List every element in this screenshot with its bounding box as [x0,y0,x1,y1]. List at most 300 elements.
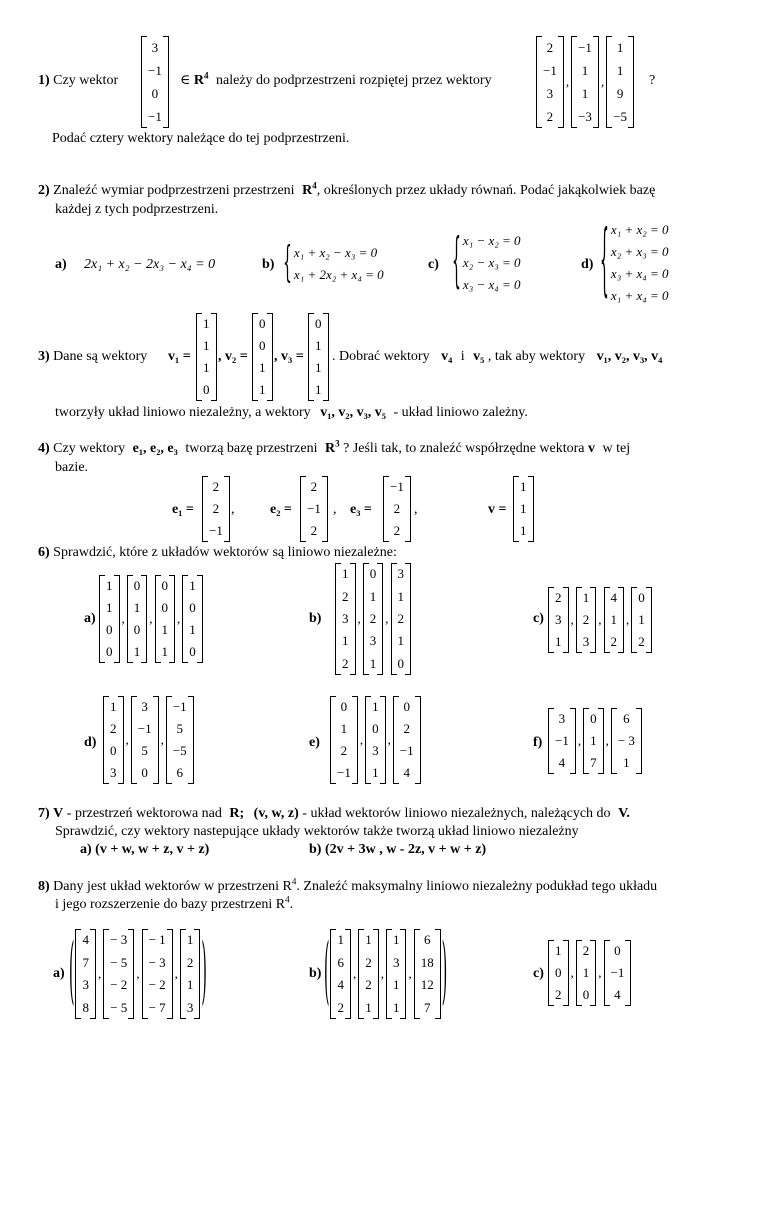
p4-line1 [38,438,631,457]
matrix-entry: 0 [259,316,266,331]
p7-line2: Sprawdzić, czy wektory nastepujące układy wektorów także tworzą układ liniowo niezależny [55,824,579,839]
matrix-entry: 0 [340,699,348,714]
p2-d-system [600,218,669,308]
equation: x₃ − x₄ = 0 [462,277,521,292]
matrix-entry: 1 [337,932,344,948]
p8-b-vectors [323,929,448,1019]
matrix-entry: 2 [310,479,318,494]
matrix-entry: 4 [403,765,411,780]
column-vector [330,696,358,784]
left-paren: ( [69,932,75,1016]
matrix-entry: 1 [590,733,597,748]
column-vector [330,929,351,1019]
matrix-entry: 3 [369,633,377,649]
p7-R: R; [229,806,245,821]
p4-v-vector [513,476,534,542]
matrix-entry: 18 [420,954,434,970]
matrix-entry: 0 [582,987,590,1002]
p3-line2-b: - układ liniowo zależny. [393,405,528,420]
matrix-entry: − 1 [148,932,166,948]
matrix-entry: 2 [186,954,194,970]
column-vector [365,696,386,784]
comma: , [352,966,357,981]
p3-v1-label: v₁ = [168,349,191,364]
matrix-entry: 0 [315,316,322,331]
column-vector [548,708,576,774]
matrix-entry: 0 [161,578,168,593]
p2-c-eqs [463,230,521,296]
comma: , [408,966,412,981]
p4-line2: bazie. [55,460,89,475]
matrix-entry: 1 [520,501,527,516]
matrix-entry: 1 [638,612,645,627]
p1-in: ∈ [180,73,191,88]
matrix-entry: 5 [176,721,184,736]
matrix-entry: 1 [259,382,266,397]
matrix-entry: −1 [172,699,187,714]
matrix-entry: 0 [189,600,196,615]
p7-a: a) (v + w, w + z, v + z) [80,842,210,857]
matrix-entry: 0 [151,85,159,101]
comma: , [385,611,389,626]
p7-text-a: - przestrzeń wektorowa nad [66,806,222,821]
matrix-entry: 4 [337,977,344,993]
p6-line1 [38,545,397,561]
matrix-entry: 1 [133,644,141,659]
p4-text-d: w tej [602,441,631,456]
matrix-entry: 1 [203,316,210,331]
matrix-entry: 2 [365,954,372,970]
matrix-entry: −5 [613,108,628,124]
p2-a-label: a) [55,257,67,272]
p2-c-system [452,229,521,297]
column-vector [583,708,604,774]
p3-v2-label: , v₂ = [218,349,248,364]
p3-v4: v₄ [441,349,453,364]
equation: x₁ + x₄ = 0 [610,288,669,303]
matrix-entry: 1 [365,999,372,1015]
p2-d-brace: { [600,218,609,308]
matrix-entry: 2 [212,479,220,494]
p4-e2 [300,476,328,542]
p3-text-b: . Dobrać wektory [332,349,430,364]
p1-line2: Podać cztery wektory należące do tej podprzestrzeni. [52,131,350,146]
matrix-entry: 3 [110,765,117,780]
matrix-entry: − 5 [110,954,128,970]
matrix-entry: 1 [365,932,372,948]
matrix-entry: − 3 [148,954,166,970]
p7-V2: V. [618,806,630,821]
matrix-entry: 1 [555,943,562,958]
column-vector [103,696,124,784]
matrix-entry: 1 [340,721,348,736]
equation: x₁ + 2x₂ + x₄ = 0 [293,267,384,282]
p2-R-sup: 4 [312,180,317,191]
matrix-entry: 3 [582,634,590,649]
p3-text-a: Dane są wektory [53,349,148,364]
p7-V: V [53,806,64,821]
p6-f-vectors [548,708,642,774]
p4-e3-label: e₃ = [350,502,372,517]
p1-label: 1) [38,73,50,88]
matrix-entry: 0 [259,338,266,353]
matrix-entry: 1 [186,932,194,948]
matrix-entry: 1 [555,634,562,649]
p6-b-label: b) [309,611,322,626]
matrix-entry: 0 [133,622,141,637]
column-vector [180,929,201,1019]
p1-line1b [180,70,492,89]
matrix-entry: 1 [189,578,196,593]
p8-a-label: a) [53,966,65,981]
matrix-entry: 1 [106,578,113,593]
matrix-entry: 0 [397,655,404,671]
p4-v-label: v = [488,502,507,517]
matrix-entry: 2 [342,655,349,671]
p7-line1 [38,806,630,822]
matrix-entry: 2 [555,987,562,1002]
matrix-entry: 3 [555,612,562,627]
comma: , [121,611,125,626]
right-paren: ) [201,932,207,1016]
matrix-entry: 1 [372,699,379,714]
p8-line2-sup: 4 [285,894,290,905]
matrix-entry: −1 [543,62,557,78]
comma: , [359,732,364,747]
p7-b: b) (2v + 3w , w - 2z, v + w + z) [309,842,487,857]
matrix-entry: 2 [365,977,372,993]
p3-i: i [460,349,465,364]
matrix-entry: − 2 [110,977,128,993]
column-vector [383,476,411,542]
right-paren: ) [441,932,448,1016]
matrix-entry: 1 [581,85,589,101]
matrix-entry: 0 [141,765,148,780]
matrix-entry: 1 [342,633,349,649]
matrix-entry: 1 [203,338,210,353]
matrix-entry: 0 [133,578,141,593]
equation: x₁ + x₂ − x₃ = 0 [293,245,378,260]
matrix-entry: 1 [161,644,168,659]
column-vector [308,313,329,401]
column-vector [393,696,421,784]
column-vector [166,696,194,784]
p2-text-b: , określonych przez układy równań. Podać jakąkolwiek bazę [316,183,656,198]
column-vector [182,575,203,663]
matrix-entry: 1 [315,360,322,375]
matrix-entry: 0 [106,622,113,637]
matrix-entry: 0 [369,566,377,582]
p1-line1 [38,73,118,89]
matrix-entry: 1 [610,612,617,627]
matrix-entry: 1 [203,360,210,375]
p6-f-label: f) [533,735,543,750]
matrix-entry: 2 [546,108,554,124]
p2-b-system [283,240,384,288]
p4-comma-3: , [414,502,418,517]
matrix-entry: 1 [392,977,400,993]
matrix-entry: 1 [616,39,624,55]
matrix-entry: 3 [372,743,379,758]
p3-intro [38,349,147,365]
p2-a-equation: 2x₁ + x₂ − 2x₃ − x₄ = 0 [84,257,216,272]
matrix-entry: 3 [558,711,566,726]
column-vector [548,940,569,1006]
matrix-entry: 6 [423,932,431,948]
matrix-entry: 7 [82,954,89,970]
matrix-entry: 3 [151,39,159,55]
matrix-entry: 1 [259,360,266,375]
p3-v3-label: , v₃ = [274,349,304,364]
p3-v5: v₅ [473,349,485,364]
matrix-entry: 3 [141,699,148,714]
matrix-entry: 0 [203,382,210,397]
comma: , [177,611,181,626]
p6-a-vectors [99,575,203,663]
matrix-entry: 0 [372,721,379,736]
comma: , [387,732,391,747]
column-vector [202,476,230,542]
comma: , [577,733,582,748]
comma: , [149,611,153,626]
p2-b-brace: { [283,240,292,288]
matrix-entry: 3 [392,954,400,970]
matrix-entry: 1 [186,977,194,993]
matrix-entry: −1 [148,62,162,78]
p2-label: 2) [38,183,50,198]
p6-label: 6) [38,545,50,560]
p3-line1b [332,349,662,365]
matrix-entry: −3 [578,108,592,124]
p6-d-vectors [103,696,194,784]
p4-comma-2: , [333,502,337,517]
p4-R-sup: 3 [335,438,340,449]
p2-c-brace: { [452,229,461,297]
matrix-entry: 8 [82,999,89,1015]
p2-text-a: Znaleźć wymiar podprzestrzeni przestrzeni [53,183,295,198]
matrix-entry: −1 [148,108,162,124]
comma: , [598,965,602,980]
p6-c-vectors [548,587,652,653]
p7-text-b: - układ wektorów liniowo niezależnych, należących do [302,806,611,821]
matrix-entry: 2 [403,721,411,736]
matrix-entry: − 2 [148,977,166,993]
matrix-entry: 0 [638,590,645,605]
matrix-entry: − 3 [110,932,128,948]
p1-span-vectors [536,36,634,128]
matrix-entry: −1 [578,39,592,55]
p4-e2-label: e₂ = [270,502,292,517]
column-vector [571,36,599,128]
column-vector [548,587,569,653]
column-vector [363,563,384,675]
p8-sup: 4 [291,876,297,887]
matrix-entry: 0 [590,711,597,726]
matrix-entry: 4 [558,755,566,770]
column-vector [391,563,412,675]
matrix-entry: −5 [172,743,187,758]
equation: x₂ − x₃ = 0 [462,255,521,270]
column-vector [414,929,441,1019]
matrix-entry: −1 [209,523,223,538]
comma: , [598,612,602,627]
matrix-entry: 4 [82,932,89,948]
matrix-entry: 1 [397,633,404,649]
p4-R: R [324,441,336,456]
matrix-entry: −1 [307,501,321,516]
matrix-entry: 0 [403,699,411,714]
column-vector [103,929,134,1019]
comma: , [570,965,574,980]
matrix-entry: −1 [137,721,152,736]
comma: , [565,74,570,89]
comma: , [600,74,605,89]
matrix-entry: −1 [399,743,414,758]
matrix-entry: 12 [420,977,434,993]
matrix-entry: 1 [342,566,349,582]
comma: , [160,732,164,747]
p8-b-label: b) [309,966,322,981]
p3-v2 [252,313,273,401]
matrix-entry: 2 [546,39,554,55]
column-vector [99,575,120,663]
matrix-entry: 2 [397,610,404,626]
column-vector [576,940,597,1006]
equation: x₃ + x₄ = 0 [610,266,669,281]
p6-d-label: d) [84,735,97,750]
p8-line2 [55,894,294,913]
column-vector [141,36,169,128]
matrix-entry: −1 [555,733,569,748]
matrix-entry: 7 [590,755,597,770]
matrix-entry: 1 [582,590,590,605]
column-vector [386,929,407,1019]
column-vector [358,929,379,1019]
matrix-entry: 2 [610,634,617,649]
column-vector [131,696,159,784]
p1-R: R [193,73,204,88]
p8-c-vectors [548,940,631,1006]
p6-text: Sprawdzić, które z układów wektorów są liniowo niezależne: [53,545,397,560]
comma: , [97,966,102,981]
matrix-entry: 1 [392,999,400,1015]
matrix-entry: 6 [623,711,630,726]
comma: , [605,733,609,748]
p3-set2: v₁, v₂, v₃, v₅ [320,405,386,420]
matrix-entry: 2 [582,943,590,958]
p6-e-vectors [330,696,421,784]
p8-text-b: . Znaleźć maksymalny liniowo niezależny podukład tego układu [296,879,658,894]
p3-line2-a: tworzyły układ liniowo niezależny, a wektory [55,405,311,420]
matrix-entry: 1 [189,622,196,637]
matrix-entry: 2 [212,501,220,516]
p7-tuple: (v, w, z) [253,806,299,821]
matrix-entry: 1 [520,479,527,494]
equation: x₂ + x₃ = 0 [610,244,669,259]
matrix-entry: − 7 [148,999,166,1015]
column-vector [300,476,328,542]
matrix-entry: 1 [372,765,379,780]
p8-text-a: Dany jest układ wektorów w przestrzeni R [53,879,292,894]
p6-b-vectors [335,563,411,675]
matrix-entry: 1 [110,699,117,714]
p4-comma-1: , [231,502,235,517]
p1-R-sup: 4 [204,70,209,81]
matrix-entry: 7 [423,999,431,1015]
column-vector [604,940,632,1006]
matrix-entry: 3 [186,999,194,1015]
column-vector [196,313,217,401]
comma: , [125,732,129,747]
column-vector [611,708,642,774]
column-vector [606,36,634,128]
matrix-entry: 2 [342,588,349,604]
p1-qmark: ? [649,73,656,88]
matrix-entry: 4 [614,987,621,1002]
matrix-entry: 2 [393,501,401,516]
p4-set: e₁, e₂, e₃ [132,441,178,456]
p4-e1 [202,476,230,542]
p1-text-a: Czy wektor [53,73,119,88]
p1-vector [141,36,169,128]
comma: , [380,966,384,981]
p4-label: 4) [38,441,50,456]
column-vector [142,929,173,1019]
matrix-entry: 2 [110,721,117,736]
matrix-entry: 1 [106,600,113,615]
p2-d-label: d) [581,257,594,272]
p4-text-c: ? Jeśli tak, to znaleźć współrzędne wektora [343,441,585,456]
matrix-entry: − 3 [617,733,635,748]
matrix-entry: 1 [369,655,377,671]
column-vector [631,587,652,653]
matrix-entry: 2 [340,743,348,758]
matrix-entry: 6 [337,954,344,970]
p4-e3 [383,476,411,542]
matrix-entry: −1 [337,765,351,780]
p3-line2 [55,405,528,421]
column-vector [576,587,597,653]
p6-c-label: c) [533,611,544,626]
comma: , [136,966,140,981]
comma: , [570,612,574,627]
column-vector [252,313,273,401]
matrix-entry: 0 [614,943,621,958]
p2-line1 [38,180,656,199]
matrix-entry: 1 [161,622,168,637]
comma: , [626,612,630,627]
column-vector [127,575,148,663]
p2-b-label: b) [262,257,275,272]
matrix-entry: −1 [610,965,625,980]
matrix-entry: 1 [397,588,404,604]
matrix-entry: 2 [369,610,377,626]
p2-line2: każdej z tych podprzestrzeni. [55,202,219,217]
matrix-entry: 0 [110,743,117,758]
matrix-entry: 1 [392,932,400,948]
matrix-entry: 3 [546,85,554,101]
matrix-entry: 0 [555,965,562,980]
p4-v: v [588,441,596,456]
matrix-entry: 1 [520,523,527,538]
p3-label: 3) [38,349,50,364]
matrix-entry: 9 [616,85,624,101]
comma: , [174,966,178,981]
p4-text-b: tworzą bazę przestrzeni [185,441,318,456]
p2-c-label: c) [428,257,439,272]
matrix-entry: 2 [393,523,401,538]
matrix-entry: 3 [397,566,404,582]
